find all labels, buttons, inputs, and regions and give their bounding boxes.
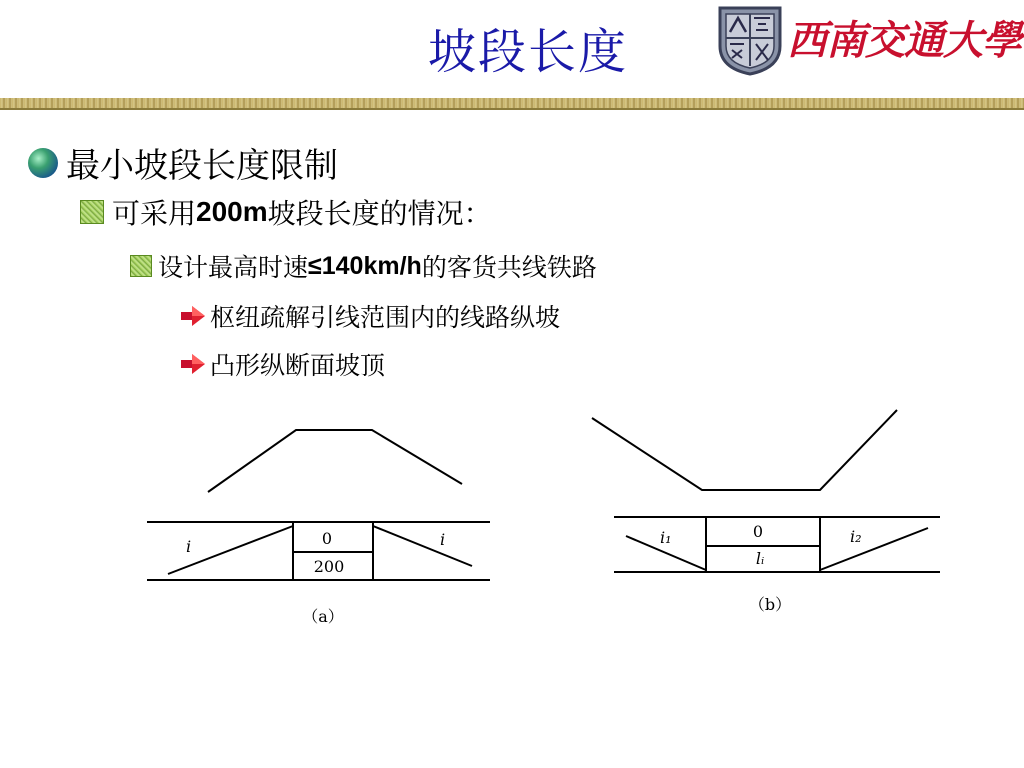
diagram-a-profile	[208, 430, 462, 492]
diagram-a-right-grade: i	[440, 530, 446, 549]
bullet-level2-num: 200m	[196, 196, 268, 227]
diagram-b-caption: （b）	[748, 595, 792, 614]
university-name: 西南交通大學	[787, 17, 1021, 64]
diagram-b-mid-length: lᵢ	[755, 549, 765, 568]
diagram-a-mid-grade: 0	[321, 529, 333, 548]
bullet-level2-post: 坡段长度的情况：	[267, 197, 492, 230]
diagram-a-caption: （a）	[302, 607, 344, 626]
bullet-level4-text: 凸形纵断面坡顶	[210, 351, 386, 380]
bullet-level1-text: 最小坡段长度限制	[66, 146, 338, 186]
diagram-a-mid-length: 200	[313, 557, 345, 576]
slide-title: 坡段长度	[427, 24, 628, 80]
bullet-level3-pre: 设计最高时速	[158, 253, 309, 282]
diagram-b-left-grade: i₁	[660, 528, 672, 547]
bullet-level3-post: 的客货共线铁路	[421, 253, 597, 282]
bullet-level4-text: 枢纽疏解引线范围内的线路纵坡	[210, 303, 561, 332]
diagram-b-mid-grade: 0	[752, 522, 764, 541]
bullet-level2-pre: 可采用	[112, 197, 197, 230]
bullet-level3-num: ≤140km/h	[308, 251, 422, 280]
diagram-a-right-grade-line	[373, 526, 472, 566]
diagram-b-right-grade-line	[820, 528, 928, 570]
diagram-b-right-grade: i₂	[850, 527, 862, 546]
diagram-b	[592, 410, 940, 572]
diagram-a-left-grade: i	[186, 537, 192, 556]
diagram-b-profile	[592, 410, 897, 490]
